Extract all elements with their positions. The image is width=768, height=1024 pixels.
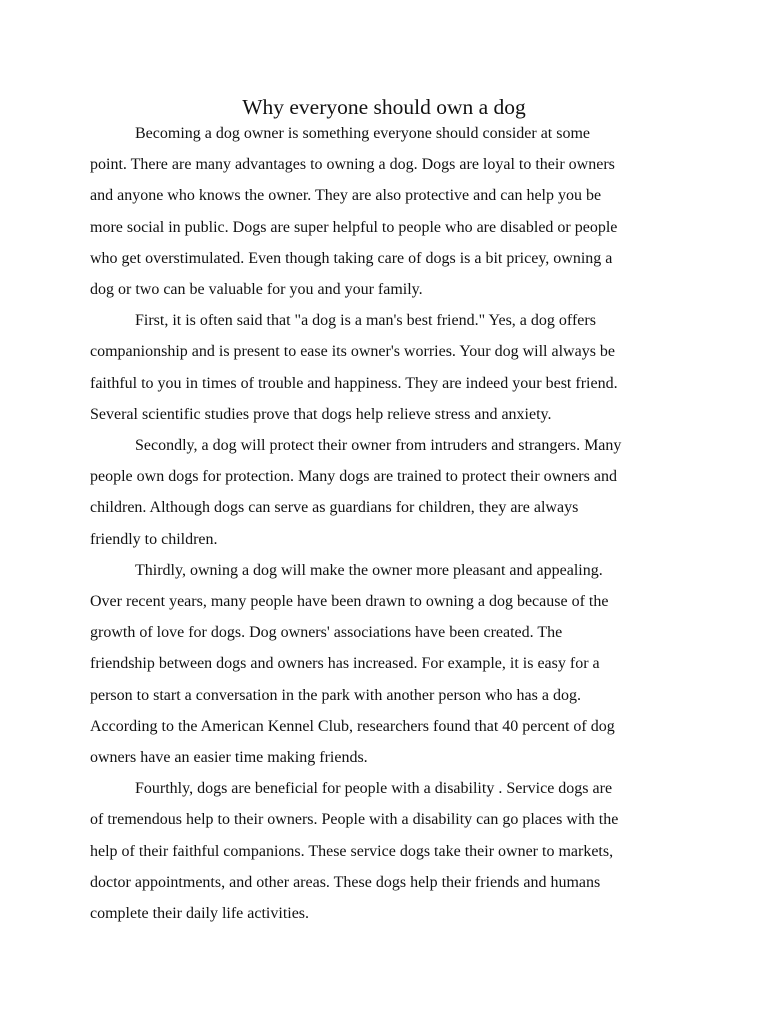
text-line: friendly to children. xyxy=(90,530,218,548)
text-line: companionship and is present to ease its owner's worries. Your dog will always be xyxy=(90,343,616,361)
paragraph-third xyxy=(90,555,680,773)
paragraph-intro xyxy=(90,118,680,305)
text-line: doctor appointments, and other areas. These dogs help their friends and humans xyxy=(90,873,601,891)
text-line: First, it is often said that "a dog is a man's best friend." Yes, a dog offers xyxy=(135,312,596,330)
paragraph-fourth xyxy=(90,773,680,929)
text-line: point. There are many advantages to owning a dog. Dogs are loyal to their owners xyxy=(90,156,615,174)
text-line: children. Although dogs can serve as guardians for children, they are always xyxy=(90,499,579,517)
text-line: friendship between dogs and owners has increased. For example, it is easy for a xyxy=(90,655,600,673)
text-line: owners have an easier time making friends. xyxy=(90,749,368,767)
paragraph-second xyxy=(90,430,680,555)
text-line: faithful to you in times of trouble and happiness. They are indeed your best friend. xyxy=(90,374,618,392)
text-line: person to start a conversation in the park with another person who has a dog. xyxy=(90,686,581,704)
text-line: who get overstimulated. Even though taking care of dogs is a bit pricey, owning a xyxy=(90,249,613,267)
text-line: Several scientific studies prove that dogs help relieve stress and anxiety. xyxy=(90,405,552,423)
text-line: Thirdly, owning a dog will make the owner more pleasant and appealing. xyxy=(135,561,603,579)
text-line: Fourthly, dogs are beneficial for people with a disability . Service dogs are xyxy=(135,780,613,798)
text-line: more social in public. Dogs are super helpful to people who are disabled or people xyxy=(90,218,618,236)
document-body xyxy=(90,118,680,929)
paragraph-first xyxy=(90,305,680,430)
text-line: According to the American Kennel Club, researchers found that 40 percent of dog xyxy=(90,717,615,735)
text-line: dog or two can be valuable for you and your family. xyxy=(90,281,423,299)
document-title: Why everyone should own a dog xyxy=(242,95,526,119)
text-line: help of their faithful companions. These service dogs take their owner to markets, xyxy=(90,842,614,860)
text-line: of tremendous help to their owners. People with a disability can go places with the xyxy=(90,811,619,829)
text-line: and anyone who knows the owner. They are also protective and can help you be xyxy=(90,187,602,205)
text-line: Becoming a dog owner is something everyone should consider at some xyxy=(135,125,591,142)
text-line: Secondly, a dog will protect their owner from intruders and strangers. Many xyxy=(135,437,622,455)
text-line: people own dogs for protection. Many dogs are trained to protect their owners and xyxy=(90,468,617,486)
text-line: growth of love for dogs. Dog owners' associations have been created. The xyxy=(90,624,563,642)
text-line: complete their daily life activities. xyxy=(90,905,310,923)
text-line: Over recent years, many people have been drawn to owning a dog because of the xyxy=(90,593,609,611)
